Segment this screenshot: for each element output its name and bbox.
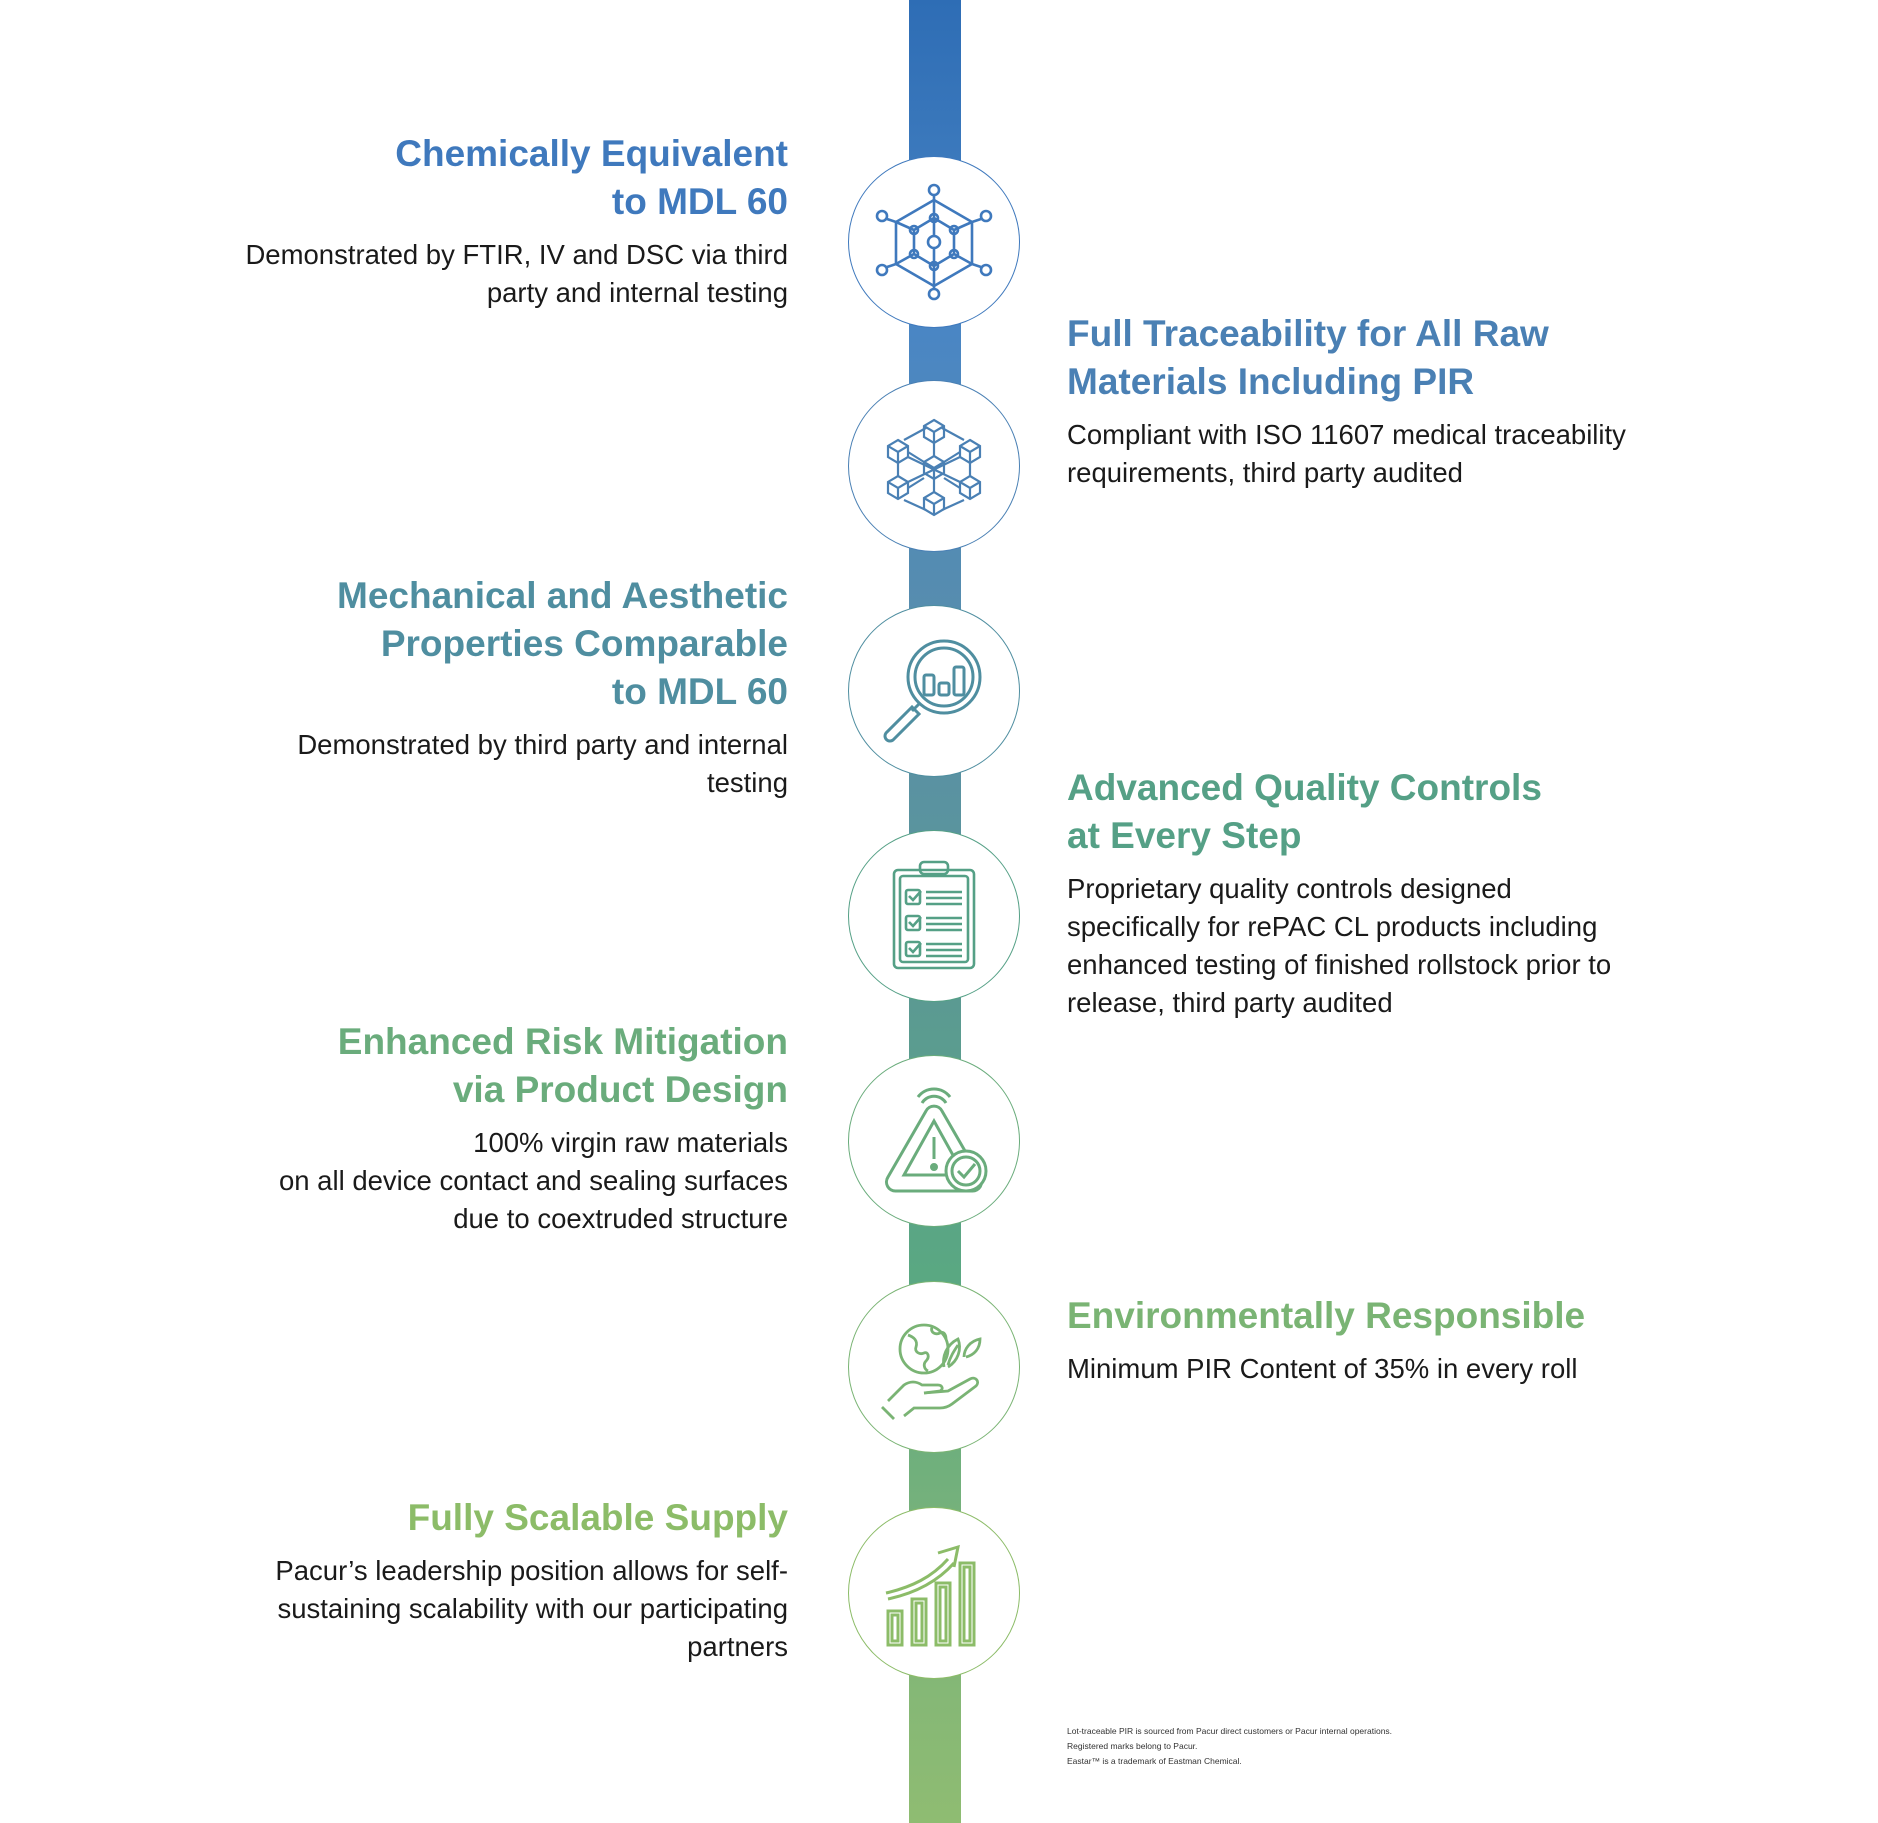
feature-description: Proprietary quality controls designed specifically for rePAC CL products including enhanced testing of finished rollstock prior to release, third party audited bbox=[1067, 873, 1612, 1018]
clipboard-checklist-icon bbox=[848, 830, 1020, 1002]
globe-hand-leaf-icon bbox=[848, 1281, 1020, 1453]
feature-full-traceability bbox=[1067, 310, 1787, 492]
feature-description: Compliant with ISO 11607 medical traceability requirements, third party audited bbox=[1067, 419, 1626, 488]
footnote: Lot-traceable PIR is sourced from Pacur direct customers or Pacur internal operations. bbox=[1067, 1726, 1393, 1736]
feature-description: Demonstrated by third party and internal testing bbox=[297, 729, 788, 798]
footnote: Registered marks belong to Pacur. bbox=[1067, 1741, 1198, 1751]
growth-bars-icon bbox=[848, 1507, 1020, 1679]
feature-title: Environmentally Responsible bbox=[1067, 1295, 1586, 1336]
feature-description: Pacur’s leadership position allows for self- sustaining scalability with our participating partners bbox=[275, 1555, 788, 1662]
feature-title: Enhanced Risk Mitigation via Product Design bbox=[337, 1021, 788, 1110]
footnotes bbox=[1067, 1724, 1392, 1769]
blockchain-network-icon bbox=[848, 380, 1020, 552]
feature-title: Chemically Equivalent to MDL 60 bbox=[395, 133, 788, 222]
footnote: Eastar™ is a trademark of Eastman Chemical. bbox=[1067, 1756, 1242, 1766]
warning-check-icon bbox=[848, 1055, 1020, 1227]
feature-title: Full Traceability for All Raw Materials Including PIR bbox=[1067, 313, 1549, 402]
feature-description: Minimum PIR Content of 35% in every roll bbox=[1067, 1353, 1578, 1384]
feature-description: Demonstrated by FTIR, IV and DSC via third party and internal testing bbox=[245, 239, 788, 308]
feature-advanced-quality bbox=[1067, 764, 1787, 1022]
feature-title: Fully Scalable Supply bbox=[407, 1497, 788, 1538]
molecule-icon bbox=[848, 156, 1020, 328]
feature-description: 100% virgin raw materials on all device contact and sealing surfaces due to coextruded structure bbox=[278, 1127, 788, 1234]
feature-title: Advanced Quality Controls at Every Step bbox=[1067, 767, 1542, 856]
feature-title: Mechanical and Aesthetic Properties Comparable to MDL 60 bbox=[337, 575, 788, 712]
feature-environmentally-responsible bbox=[1067, 1292, 1787, 1388]
feature-fully-scalable bbox=[148, 1494, 788, 1666]
feature-mechanical-aesthetic bbox=[148, 572, 788, 802]
magnifier-chart-icon bbox=[848, 605, 1020, 777]
feature-chemically-equivalent bbox=[148, 130, 788, 312]
feature-risk-mitigation bbox=[148, 1018, 788, 1238]
